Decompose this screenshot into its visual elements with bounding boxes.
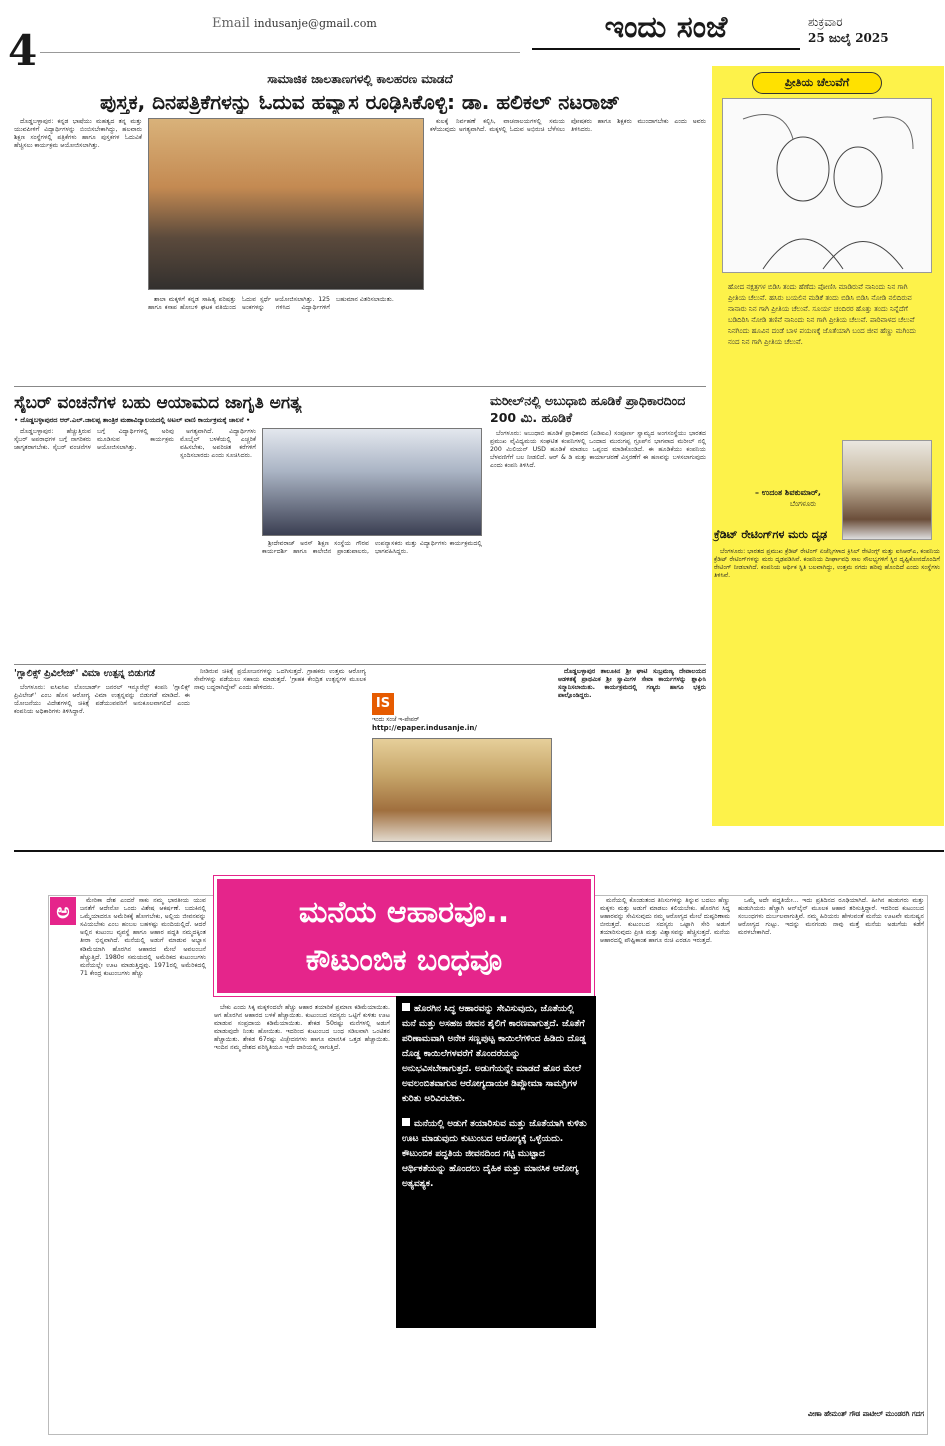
- lead-body-mid-text: ಶಾಲಾ ಮಕ್ಕಳಿಗೆ ಕನ್ನಡ ಸಾಹಿತ್ಯ ಪರಿಷತ್ತು ಹಾಗೂ ಕಸಾಪ ಹೋಬಳಿ ಘಟಕ ವತಿಯಿಂದ ಓದುವ ಸ್ಪರ್ಧೆ ಆಯೋಜಿಸಲಾಗಿತ್ತು. 125 ಅಂಕಗಳನ್ನು ಗಳಿಸಿದ ವಿದ್ಯಾರ್ಥಿಗಳಿಗೆ ಬಹುಮಾನ ವಿತರಿಸಲಾಯಿತು.: [148, 296, 394, 312]
- lead-photo: [148, 118, 424, 290]
- feature-bullet-2-text: ಮನೆಯಲ್ಲಿ ಅಡುಗೆ ತಯಾರಿಸುವ ಮತ್ತು ಜೊತೆಯಾಗಿ ಕುಳಿತು ಊಟ ಮಾಡುವುದು ಕುಟುಂಬದ ಆರೋಗ್ಯಕ್ಕೆ ಒಳ್ಳೆಯದು. ಕೌಟುಂಬಿಕ ಪದ್ಧತಿಯ ಜೀವನದಿಂದ ಗಟ್ಟಿ ಮುಟ್ಟಾದ ಆರ್ಥಿಕತೆಯನ್ನು ಹೊಂದಲು ದೈಹಿಕ ಮತ್ತು ಮಾನಸಿಕ ಆರೋಗ್ಯ ಅತ್ಯವಶ್ಯಕ.: [402, 1119, 587, 1189]
- feature-bullet-1: [402, 1002, 590, 1107]
- epaper-badge: IS: [372, 693, 394, 715]
- insurance-body-text: ಬೆಂಗಳೂರು: ಐಸಿಐಸಿಐ ಲೊಂಬಾರ್ಡ್ ಜನರಲ್ ಇನ್ಶೂರೆನ್ಸ್ ಕಂಪನಿ 'ಗ್ಲಾಲಿಕ್ಸ್ ಪ್ರಿವಿಲೇಜ್' ಎಂಬ ಹೊಸ ಆರೋಗ್ಯ ವಿಮಾ ಉತ್ಪನ್ನವನ್ನು ಬಿಡುಗಡೆ ಮಾಡಿದೆ. ಈ ಯೋಜನೆಯು ವಿದೇಶಗಳಲ್ಲಿ ಚಿಕಿತ್ಸೆ ಪಡೆಯುವವರಿಗೆ ಅನುಕೂಲವಾಗಲಿದೆ ಎಂದು ಕಂಪನಿಯ ಅಧಿಕಾರಿಗಳು ತಿಳಿಸಿದ್ದಾರೆ.: [14, 684, 190, 716]
- credit-body: [714, 548, 940, 840]
- divider: [14, 664, 706, 665]
- feature-dropcap: ಅ: [50, 897, 76, 925]
- divider: [14, 386, 706, 387]
- insurance-body-2: [194, 668, 366, 844]
- bullet-square-icon: [402, 1118, 410, 1126]
- feature-col1: [80, 897, 206, 1427]
- dateline: [808, 14, 889, 46]
- email-line: [212, 16, 377, 31]
- bullet-square-icon: [402, 1003, 410, 1011]
- sketch-drawing: [723, 99, 933, 274]
- paper-logo: [532, 6, 800, 50]
- date: 25 ಜುಲೈ 2025: [808, 31, 889, 45]
- cyber-body-2: [180, 428, 256, 658]
- feature-bullet-2: [402, 1117, 590, 1192]
- lead-body-mid: [148, 296, 424, 380]
- temple-body: [558, 668, 706, 842]
- feature-col5: [738, 897, 924, 1407]
- lead-kicker: ಸಾಮಾಜಿಕ ಜಾಲತಾಣಗಳಲ್ಲಿ ಕಾಲಹರಣ ಮಾಡದೆ: [267, 72, 453, 86]
- cyber-body-2-text: ಅಗತ್ಯವಾಗಿದೆ. ವಿದ್ಯಾರ್ಥಿಗಳು ಮೊಬೈಲ್ ಬಳಕೆಯಲ್ಲಿ ಎಚ್ಚರಿಕೆ ವಹಿಸಬೇಕು, ಅಪರಿಚಿತ ಕರೆಗಳಿಗೆ ಸ್ಪಂದಿಸಬಾರದು ಎಂದು ಸೂಚಿಸಿದರು.: [180, 428, 256, 460]
- sidebar-title: ಪ್ರೀತಿಯ ಚೆಲುವೆಗೆ: [752, 72, 882, 94]
- epaper-tagline: [372, 716, 477, 733]
- epaper-tagline-text: ಇಂದು ಸಂಜೆ ಇ-ಪೇಪರ್: [372, 716, 420, 723]
- feature-col2: [214, 1004, 390, 1428]
- credit-body-text: ಬೆಂಗಳೂರು: ಭಾರತದ ಪ್ರಮುಖ ಕ್ರೆಡಿಟ್ ರೇಟಿಂಗ್ ಏಜೆನ್ಸಿಗಳಾದ ಕ್ರಿಸಿಲ್ ರೇಟಿಂಗ್ಸ್ ಮತ್ತು ಐಸಿಆರ್‌ಎ, ಕಂಪನಿಯ ಕ್ರೆಡಿಟ್ ರೇಟಿಂಗ್‌ಗಳನ್ನು ಮರು ದೃಢಪಡಿಸಿವೆ. ಕಂಪನಿಯ ದೀರ್ಘಾವಧಿ ಸಾಲ ಸೌಲಭ್ಯಗಳಿಗೆ ಸ್ಥಿರ ದೃಷ್ಟಿಕೋನದೊಂದಿಗೆ ರೇಟಿಂಗ್ ನೀಡಲಾಗಿದೆ. ಕಂಪನಿಯ ಆರ್ಥಿಕ ಸ್ಥಿತಿ ಬಲವಾಗಿದ್ದು, ಉತ್ತಮ ನಗದು ಹರಿವು ಹೊಂದಿದೆ ಎಂದು ಸಂಸ್ಥೆಗಳು ತಿಳಿಸಿವೆ.: [714, 548, 940, 580]
- cyber-headline: ಸೈಬರ್ ವಂಚನೆಗಳ ಬಹು ಆಯಾಮದ ಜಾಗೃತಿ ಅಗತ್ಯ: [14, 393, 302, 413]
- cyber-body-3-text: ಶ್ರೀದೇವರಾಜ್ ಅರಸ್ ಶಿಕ್ಷಣ ಸಂಸ್ಥೆಯ ಗೌರವ ಕಾರ್ಯದರ್ಶಿ ಹಾಗೂ ಕಾಲೇಜಿನ ಪ್ರಾಂಶುಪಾಲರು, ಉಪನ್ಯಾಸಕರು ಮತ್ತು ವಿದ್ಯಾರ್ಥಿಗಳು ಕಾರ್ಯಕ್ರಮದಲ್ಲಿ ಭಾಗವಹಿಸಿದ್ದರು.: [262, 540, 482, 556]
- abu-dhabi-body-text: ಬೆಂಗಳೂರು: ಅಬುಧಾಬಿ ಹೂಡಿಕೆ ಪ್ರಾಧಿಕಾರದ (ಎಡಿಐಎ) ಸಂಪೂರ್ಣ ಸ್ವಾಮ್ಯದ ಅಂಗಸಂಸ್ಥೆಯು ಭಾರತದ ಪ್ರಮುಖ ವೈವಿಧ್ಯಮಯ ಸಂಘಟಿತ ಕಂಪನಿಗಳಲ್ಲಿ ಒಂದಾದ ಮುರುಗಪ್ಪ ಗ್ರೂಪ್‌ನ ಭಾಗವಾದ ಮರೀಲ್ ನಲ್ಲಿ 200 ಮಿಲಿಯನ್ USD ಹೂಡಿಕೆ ಮಾಡಲು ಒಪ್ಪಂದ ಮಾಡಿಕೊಂಡಿದೆ. ಈ ಹೂಡಿಕೆಯು ಕಂಪನಿಯ ಬೆಳವಣಿಗೆಗೆ ಬಲ ನೀಡಲಿದೆ. ಆರ್ & ಡಿ ಮತ್ತು ಕಾರ್ಯಾಚರಣೆ ವಿಸ್ತರಣೆಗೆ ಈ ಹಣವನ್ನು ಬಳಸಲಾಗುವುದು ಎಂದು ಕಂಪನಿ ತಿಳಿಸಿದೆ.: [490, 430, 706, 470]
- epaper-ad[interactable]: [372, 693, 477, 733]
- cyber-body-1: [14, 428, 174, 658]
- masthead: [0, 0, 945, 75]
- masthead-divider-left: [40, 52, 520, 53]
- feature-title-line1: ಮನೆಯ ಆಹಾರವೂ..: [298, 895, 510, 930]
- feature-col1-text: ಮೇರಿಕಾ ದೇಶ ಎಂದರೆ ಸಾಕು ನಮ್ಮ ಭಾರತೀಯ ಯುವ ಜನತೆಗೆ ಆದೇನೋ ಒಂದು ವಿಶೇಷ ಆಕರ್ಷಣೆ. ಬದುಕಿನಲ್ಲಿ ಒಮ್ಮೆಯಾದರೂ ಅಮೆರಿಕಕ್ಕೆ ಹೋಗಬೇಕು, ಅಲ್ಲಿಯ ಜೀವನವನ್ನು ಸವಿಯಬೇಕು ಎಂಬ ಹಂಬಲ ಬಹಳಷ್ಟು ಮಂದಿಯಲ್ಲಿದೆ. ಆದರೆ ಅಲ್ಲಿನ ಕುಟುಂಬ ವ್ಯವಸ್ಥೆ ಹಾಗೂ ಆಹಾರ ಪದ್ಧತಿ ನಮ್ಮದಕ್ಕಿಂತ ತೀರಾ ಭಿನ್ನವಾಗಿದೆ. ಮನೆಯಲ್ಲಿ ಅಡುಗೆ ಮಾಡುವ ಅಭ್ಯಾಸ ಕಡಿಮೆಯಾಗಿ ಹೊರಗಿನ ಆಹಾರದ ಮೇಲೆ ಅವಲಂಬನೆ ಹೆಚ್ಚುತ್ತಿದೆ. 1980ರ ಸಮಯದಲ್ಲಿ ಅಮೆರಿಕದ ಕುಟುಂಬಗಳು ಮನೆಯಲ್ಲೇ ಊಟ ಮಾಡುತ್ತಿದ್ದವು. 1971ರಲ್ಲಿ ಅಮೆರಿಕದಲ್ಲಿ 71 ಕೇಂದ್ರ ಕುಟುಂಬಗಳು ಹೆಚ್ಚು: [80, 897, 206, 977]
- lead-body-left-text: ದೊಡ್ಡಬಳ್ಳಾಪುರ: ಕನ್ನಡ ಭಾಷೆಯು ಮಹತ್ವದ ತನ್ನ ಮತ್ತು ಯುವಪೀಳಿಗೆ ವಿದ್ಯಾರ್ಥಿಗಳನ್ನು ಬಿಂಬಿಸಬೇಕಾಗಿದ್ದು, ಹಲವಾರು ಶಿಕ್ಷಣ ಸಂಸ್ಥೆಗಳಲ್ಲಿ ಪತ್ರಿಕೆಗಳು ಹಾಗೂ ಪುಸ್ತಕಗಳ ಓದುವಿಕೆ ಹೆಚ್ಚಿಸಲು ಕಾರ್ಯಕ್ರಮ ಆಯೋಜಿಸಲಾಗಿತ್ತು.: [14, 118, 142, 150]
- weekday: ಶುಕ್ರವಾರ: [808, 15, 843, 29]
- feature-col4: [600, 897, 730, 1427]
- lead-headline: ಪುಸ್ತಕ, ದಿನಪತ್ರಿಕೆಗಳನ್ನು ಓದುವ ಹವ್ಯಾಸ ರೂಢಿಸಿಕೊಳ್ಳಿ: ಡಾ. ಹಲಿಕಲ್ ನಟರಾಜ್: [99, 90, 621, 114]
- cyber-body-3: [262, 540, 482, 658]
- feature-col2-text: ಬೇಕು ಎಂದು ಸಿಕ್ಕ ಮಕ್ಕಳಿಂದಲೇ ಹೆಚ್ಚು ಆಹಾರ ತಯಾರಿಕೆ ಪ್ರಮಾಣ ಕಡಿಮೆಯಾಯಿತು. ಆಗ ಹೊರಗಿನ ಆಹಾರದ ಬಳಕೆ ಹೆಚ್ಚಾಯಿತು. ಕುಟುಂಬದ ಸದಸ್ಯರು ಒಟ್ಟಿಗೆ ಕುಳಿತು ಊಟ ಮಾಡುವ ಸಂಪ್ರದಾಯ ಕಡಿಮೆಯಾಯಿತು. ಶೇಕಡ 50ರಷ್ಟು ಮನೆಗಳಲ್ಲಿ ಅಡುಗೆ ಮಾಡುವುದೇ ನಿಂತು ಹೋಯಿತು. ಇದರಿಂದ ಕುಟುಂಬದ ಬಂಧ ಸಡಿಲವಾಗಿ ಒಂಟಿತನ ಹೆಚ್ಚಾಯಿತು. ಶೇಕಡ 67ರಷ್ಟು ವಿಚ್ಛೇದನಗಳು ಹಾಗೂ ಮಾನಸಿಕ ಒತ್ತಡ ಹೆಚ್ಚಾಯಿತು. ಇಂದಿನ ನಮ್ಮ ದೇಶದ ಪರಿಸ್ಥಿತಿಯೂ ಇದೇ ದಾರಿಯಲ್ಲಿ ಸಾಗುತ್ತಿದೆ.: [214, 1004, 390, 1052]
- temple-body-text: ದೊಡ್ಡಬಳ್ಳಾಪುರ ತಾಲೂಕಿನ ಶ್ರೀ ಘಾಟಿ ಸುಬ್ರಮಣ್ಯ ದೇವಾಲಯದ ಆಡಳಿತಕ್ಕೆ ಪ್ರಾಥಮಿಕ ಶ್ರೀ ಸ್ವಾಮಿಗಳ ಸೇವಾ ಕಾರ್ಯಗಳನ್ನು ಶ್ಲಾಘಿಸಿ ಸನ್ಮಾನಿಸಲಾಯಿತು. ಕಾರ್ಯಕ್ರಮದಲ್ಲಿ ಗಣ್ಯರು ಹಾಗೂ ಭಕ್ತರು ಪಾಲ್ಗೊಂಡಿದ್ದರು.: [558, 668, 706, 700]
- paper-name: ಇಂದು ಸಂಜೆ: [604, 9, 728, 45]
- credit-headline: ಕ್ರೆಡಿಟ್ ರೇಟಿಂಗ್‌ಗಳ ಮರು ದೃಢ: [714, 528, 828, 541]
- page-number: 4: [8, 26, 38, 75]
- feature-callout: [396, 996, 596, 1328]
- epaper-url[interactable]: http://epaper.indusanje.in/: [372, 724, 477, 732]
- feature-bullet-1-text: ಹೊರಗಿನ ಸಿದ್ಧ ಆಹಾರವನ್ನು ಸೇವಿಸುವುದು, ಜೊತೆಯಲ್ಲಿ ಮನೆ ಮತ್ತು ಅಸಹಜ ಜೀವನ ಶೈಲಿಗೆ ಕಾರಣವಾಗುತ್ತದೆ. ಜೊತೆಗೆ ಪರಿಣಾಮವಾಗಿ ಅನೇಕ ಸಣ್ಣಪುಟ್ಟ ಕಾಯಿಲೆಗಳಿಂದ ಹಿಡಿದು ದೊಡ್ಡ ದೊಡ್ಡ ಕಾಯಿಲೆಗಳವರೆಗೆ ತೊಂದರೆಯನ್ನು ಅನುಭವಿಸಬೇಕಾಗುತ್ತದೆ. ಅಡುಗೆಯನ್ನೇ ಮಾಡದೆ ಹೊರ ಮೇಲೆ ಅವಲಂಬಿತವಾಗುವ ಆರೋಗ್ಯದಾಯಕ ಡಿಪ್ಲೋಮಾ ಸಾಮಗ್ರಿಗಳ ಕುರಿತು ಅರಿವಿರಬೇಕು.: [402, 1004, 587, 1104]
- feature-col5-text: ಒಮ್ಮೆ ಅದೇ ಪದ್ಧತಿಯೇ... ಇದು ಪ್ರತಿದಿನದ ರೂಢಿಯಾಗಿದೆ. ಹೀಗಿನ ಹುಡುಗರು ಮತ್ತು ಹುಡುಗಿಯರು ಹೆಚ್ಚಾಗಿ ಆನ್‌ಲೈನ್ ಮೂಲಕ ಆಹಾರ ತರಿಸುತ್ತಿದ್ದಾರೆ. ಇದರಿಂದ ಕುಟುಂಬದ ಸಂಬಂಧಗಳು ದುರ್ಬಲವಾಗುತ್ತಿವೆ. ನಮ್ಮ ಹಿರಿಯರು ಹೇಳುವಂತೆ ಮನೆಯ ಊಟವೇ ಮನುಷ್ಯನ ಆರೋಗ್ಯದ ಗುಟ್ಟು. ಇದನ್ನು ಮನಗಂಡು ನಾವು ಮತ್ತೆ ಮನೆಯ ಅಡುಗೆಯ ಕಡೆಗೆ ಮರಳಬೇಕಾಗಿದೆ.: [738, 897, 924, 937]
- cyber-photo: [262, 428, 482, 536]
- poet-photo: [842, 440, 932, 540]
- feature-title-line2: ಕೌಟುಂಬಿಕ ಬಂಧವೂ: [305, 943, 503, 978]
- abu-dhabi-headline: ಮರೀಲ್‌ನಲ್ಲಿ ಅಬುಧಾಬಿ ಹೂಡಿಕೆ ಪ್ರಾಧಿಕಾರದಿಂದ 200 ಮಿ. ಹೂಡಿಕೆ: [490, 393, 686, 425]
- poet-name: – ಉದಂತ ಶಿವಕುಮಾರ್,: [755, 488, 821, 497]
- sketch-illustration: [722, 98, 932, 273]
- lead-body-right: [430, 118, 706, 380]
- email-label: Email: [212, 16, 250, 31]
- feature-col4-text: ಮನೆಯಲ್ಲಿ ಕೊಂಡುತಂದ ತಿನಿಸುಗಳನ್ನು ತಿನ್ನುವ ಬದಲು ಹೆಣ್ಣು ಮಕ್ಕಳು ಮತ್ತು ಅಡುಗೆ ಮಾಡಲು ಕಲಿಯಬೇಕು. ಹೊರಗಿನ ಸಿದ್ಧ ಆಹಾರವನ್ನು ಸೇವಿಸುವುದು ನಮ್ಮ ಆರೋಗ್ಯದ ಮೇಲೆ ದುಷ್ಪರಿಣಾಮ ಬೀರುತ್ತದೆ. ಕುಟುಂಬದ ಸದಸ್ಯರು ಒಟ್ಟಾಗಿ ಸೇರಿ ಅಡುಗೆ ತಯಾರಿಸುವುದು ಪ್ರೀತಿ ಮತ್ತು ವಿಶ್ವಾಸವನ್ನು ಹೆಚ್ಚಿಸುತ್ತದೆ. ಮನೆಯ ಆಹಾರದಲ್ಲಿ ಪೌಷ್ಟಿಕಾಂಶ ಹಾಗೂ ರುಚಿ ಎರಡೂ ಇರುತ್ತದೆ.: [600, 897, 730, 945]
- insurance-body: [14, 684, 190, 844]
- poet-place: ಬೆಂಗಳೂರು: [790, 500, 817, 508]
- temple-photo: [372, 738, 552, 842]
- lead-body-left: [14, 118, 142, 308]
- divider: [14, 850, 944, 852]
- insurance-headline: 'ಗ್ಲಾಲಿಕ್ಸ್ ಪ್ರಿವಿಲೇಜ್' ವಿಮಾ ಉತ್ಪನ್ನ ಬಿಡುಗಡೆ: [14, 668, 156, 679]
- email-address: indusanje@gmail.com: [254, 17, 377, 30]
- cyber-subhead: • ದೊಡ್ಡಬಳ್ಳಾಪುರದ ಆರ್.ಎಲ್.ಜಾಲಪ್ಪ ತಾಂತ್ರಿಕ ಮಹಾವಿದ್ಯಾಲಯದಲ್ಲಿ ಅಟಲ್ ವಾಣಿ ಕಾರ್ಯಕ್ರಮಕ್ಕೆ ಚಾಲನೆ •: [14, 416, 251, 424]
- abu-dhabi-body: [490, 430, 706, 658]
- feature-title: [214, 876, 594, 996]
- poem-text: ಹೋದ ನಕ್ಷತ್ರಗಳ ಬಿಡಿಸಿ ತಂದು ಹೆಣೆದು ಪೋಣಿಸಿ ಮಾಡಿರುವೆ ನಾನಿಂದು ನಿನ ಗಾಗಿ ಪ್ರೀತಿಯ ಚೆಲುವೆ. ಹಸಿರು ಬಯಲಿನ ಮಡಿಕೆ ತಂದು ಬಿಡಿಸಿ ಬಿಡಿಸಿ ನೋಡಿ ನಲಿದಿರುವ ನಾನಾರು ನಿನ ಗಾಗಿ ಪ್ರೀತಿಯ ಚೆಲುವೆ. ಸೂರ್ಯ ಚಂದಿರರ ಹೊತ್ತು ತಂದು ನಿನ್ನೆದೆಗೆ ಬಡಿದಿರಿಸಿ ನೋಡಿ ತಣಿವೆ ನಾನಿಂದು ನಿನ ಗಾಗಿ ಪ್ರೀತಿಯ ಚೆಲುವೆ. ಪಾರಿವಾಳದ ಚೆಲುವೆ ನಿನಗಿಂದು ಹೂವಿನ ದಂಡೆ ಬಾಳ ಪಯಣಕ್ಕೆ ಜೊತೆಯಾಗಿ ಬಂದ ಜೀವ ಹೆಣ್ಣು ಮಗಿಂದು ನಂದ ನಿನ ಗಾಗಿ ಪ್ರೀತಿಯ ಚೆಲುವೆ.: [728, 283, 917, 346]
- lead-body-right-text: ಕುಲಕ್ಕೆ ನಿರ್ವಹಣೆ ಕಲ್ಪಿಸಿ, ವಾಚನಾಲಯಗಳಲ್ಲಿ ಸಮಯ ಕಳೆಯುವುದು ಅಗತ್ಯವಾಗಿದೆ. ಮಕ್ಕಳಲ್ಲಿ ಓದುವ ಅಭಿರುಚಿ ಬೆಳೆಸಲು ಪೋಷಕರು ಹಾಗೂ ಶಿಕ್ಷಕರು ಮುಂದಾಗಬೇಕು ಎಂದು ಅವರು ತಿಳಿಸಿದರು.: [430, 118, 706, 134]
- feature-author: ವೀಣಾ ಹೇಮಂತ್ ಗೌಡ ಪಾಟೀಲ್ ಮುಂಡರಗಿ ಗದಗ: [807, 1410, 924, 1418]
- cyber-body-1-text: ದೊಡ್ಡಬಳ್ಳಾಪುರ: ಹೆಚ್ಚುತ್ತಿರುವ ಸೈಬರ್ ಅಪರಾಧಗಳ ಬಗ್ಗೆ ನಾಗರಿಕರು ಜಾಗೃತರಾಗಬೇಕು. ಸೈಬರ್ ವಂಚನೆಗಳ ಬಗ್ಗೆ ವಿದ್ಯಾರ್ಥಿಗಳಲ್ಲಿ ಅರಿವು ಮೂಡಿಸುವ ಕಾರ್ಯಕ್ರಮ ಆಯೋಜಿಸಲಾಗಿತ್ತು.: [14, 428, 174, 452]
- insurance-body-2-text: ನೀಡಿರುವ ಚಿಕಿತ್ಸೆ ಪ್ರಯೋಜನಗಳನ್ನು ಒದಗಿಸುತ್ತದೆ. ಗ್ರಾಹಕರು ಉತ್ತಮ ಆರೋಗ್ಯ ಸೇವೆಗಳನ್ನು ಪಡೆಯಲು ಸಹಾಯ ಮಾಡುತ್ತದೆ. 'ಗ್ರಾಹಕ ಕೇಂದ್ರಿತ ಉತ್ಪನ್ನಗಳ ಮೂಲಕ ನಾವು ಬದ್ಧರಾಗಿದ್ದೇವೆ' ಎಂದು ಹೇಳಿದರು.: [194, 668, 366, 692]
